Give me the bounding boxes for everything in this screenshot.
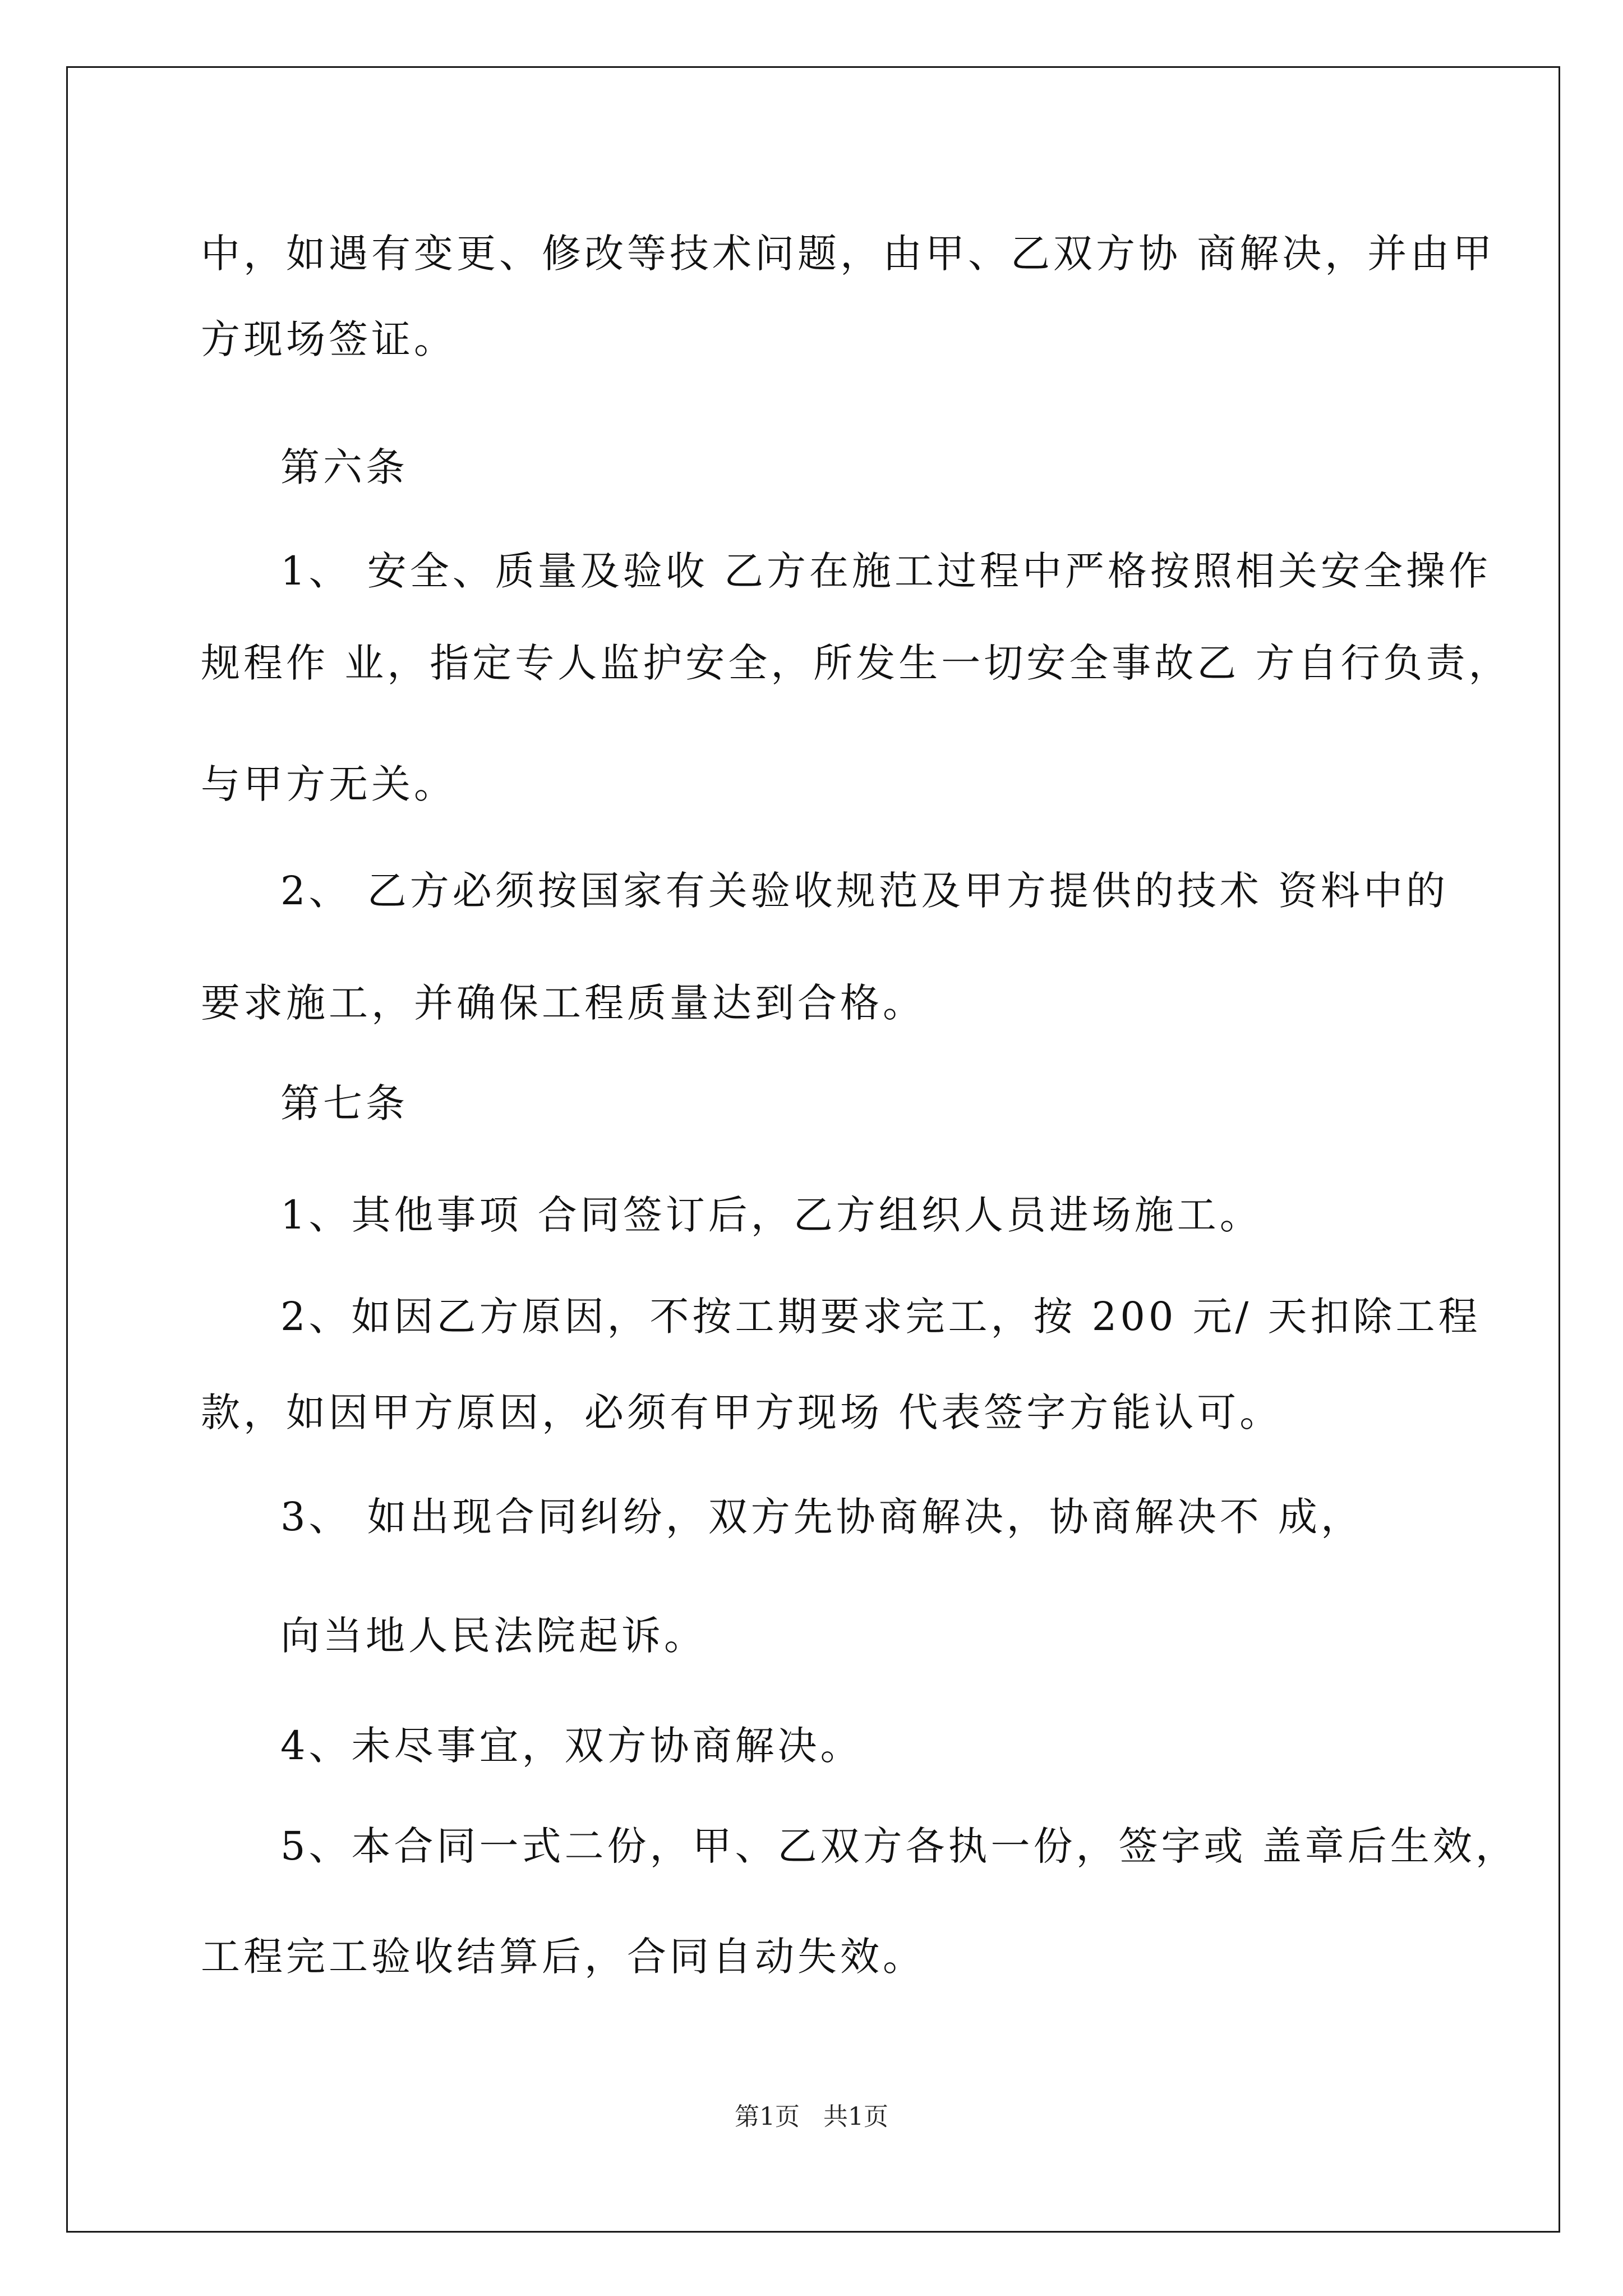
paragraph-line: 1、其他事项 合同签订后，乙方组织人员进场施工。 [280,1192,1262,1238]
paragraph-line: 2、如因乙方原因，不按工期要求完工，按 200 元/ 天扣除工程 [280,1294,1481,1340]
page-number: 第1页 共1页 [735,2102,888,2131]
paragraph-line: 方现场签证。 [201,316,457,362]
paragraph-line: 规程作 业，指定专人监护安全，所发生一切安全事故乙 方自行负责， [201,640,1511,686]
paragraph-line: 要求施工，并确保工程质量达到合格。 [201,980,925,1026]
paragraph-line: 工程完工验收结算后，合同自动失效。 [201,1934,925,1980]
section-heading-6: 第六条 [280,444,408,490]
paragraph-line: 4、未尽事宜，双方协商解决。 [280,1723,863,1769]
paragraph-line: 款，如因甲方原因，必须有甲方现场 代表签字方能认可。 [201,1389,1283,1435]
paragraph-line: 与甲方无关。 [201,761,457,807]
paragraph-line: 3、 如出现合同纠纷，双方先协商解决，协商解决不 成， [280,1494,1364,1540]
paragraph-line: 中，如遇有变更、修改等技术问题，由甲、乙双方协 商解决，并由甲 [201,231,1496,277]
paragraph-line: 向当地人民法院起诉。 [280,1613,707,1659]
section-heading-7: 第七条 [280,1080,408,1126]
page-border [66,66,1560,2233]
page-footer [0,2101,1623,2133]
paragraph-line: 2、 乙方必须按国家有关验收规范及甲方提供的技术 资料中的 [280,868,1449,914]
paragraph-line: 1、 安全、质量及验收 乙方在施工过程中严格按照相关安全操作 [280,548,1492,594]
paragraph-line: 5、本合同一式二份，甲、乙双方各执一份，签字或 盖章后生效， [280,1823,1518,1869]
